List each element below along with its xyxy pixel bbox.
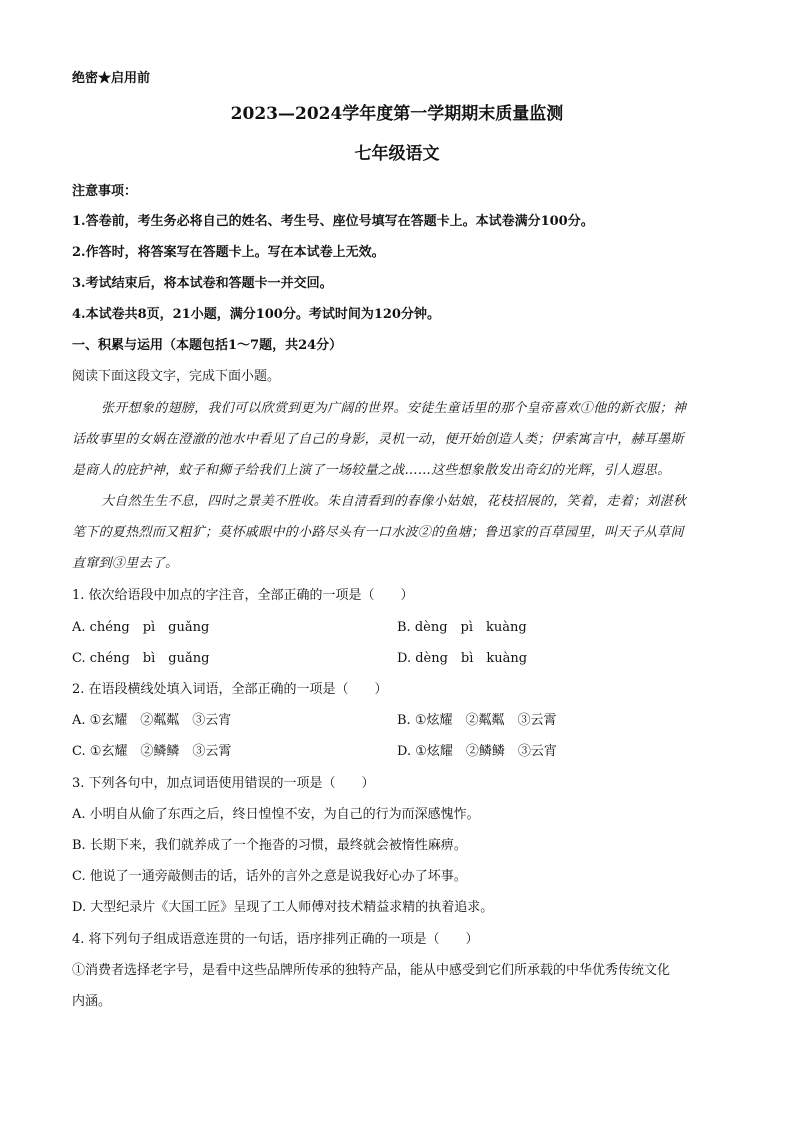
option-a: A. ①玄耀 ②粼粼 ③云宵	[72, 713, 232, 728]
exam-title: 2023—2024学年度第一学期期末质量监测	[230, 104, 564, 124]
option-b: B. dèng pì kuàng	[397, 620, 527, 635]
option-d: D. ①炫耀 ②鳞鳞 ③云宵	[397, 744, 557, 759]
notice-item: 4.本试卷共8页，21小题，满分100分。考试时间为120分钟。	[72, 307, 440, 322]
notice-item: 1.答卷前，考生务必将自己的姓名、考生号、座位号填写在答题卡上。本试卷满分100分。	[72, 214, 594, 229]
notice-heading: 注意事项：	[72, 184, 138, 199]
option-a: A. chéng pì guǎng	[72, 620, 210, 635]
passage-line: 大自然生生不息，四时之景美不胜收。朱自清看到的春像小姑娘，花枝招展的，笑着，走着；刘湛秋	[101, 494, 687, 509]
option-d: D. dèng bì kuàng	[397, 651, 528, 666]
question-stem: 2. 在语段横线处填入词语，全部正确的一项是（ ）	[72, 682, 388, 697]
notice-item: 2.作答时，将答案写在答题卡上。写在本试卷上无效。	[72, 245, 385, 260]
exam-subtitle: 七年级语文	[354, 144, 440, 164]
question-stem: 4. 将下列句子组成语意连贯的一句话，语序排列正确的一项是（ ）	[72, 932, 479, 947]
sentence-line: 内涵。	[72, 994, 112, 1009]
passage-line: 是商人的庇护神，蚊子和狮子给我们上演了一场较量之战……这些想象散发出奇幻的光辉，引人遐思。	[72, 463, 671, 478]
notice-item: 3.考试结束后，将本试卷和答题卡一并交回。	[72, 276, 333, 291]
reading-instruction: 阅读下面这段文字，完成下面小题。	[72, 369, 281, 384]
option-c: C. 他说了一通旁敲侧击的话，话外的言外之意是说我好心办了坏事。	[72, 869, 467, 884]
section-heading: 一、积累与运用（本题包括1～7题，共24分）	[72, 338, 343, 353]
passage-line: 张开想象的翅膀，我们可以欣赏到更为广阔的世界。安徒生童话里的那个皇帝喜欢①他的新衣服；神	[101, 401, 687, 416]
passage-line: 话故事里的女娲在澄澈的池水中看见了自己的身影，灵机一动，便开始创造人类；伊索寓言中，赫耳墨斯	[72, 432, 684, 447]
sentence-line: ①消费者选择老字号，是看中这些品牌所传承的独特产品，能从中感受到它们所承载的中华优秀传统文化	[72, 963, 671, 978]
option-b: B. ①炫耀 ②粼粼 ③云霄	[397, 713, 557, 728]
passage-line: 笔下的夏热烈而又粗犷；莫怀戚眼中的小路尽头有一口水波②的鱼塘；鲁迅家的百草园里，叫天子从草间	[72, 525, 684, 540]
question-stem: 3. 下列各句中，加点词语使用错误的一项是（ ）	[72, 776, 375, 791]
option-d: D. 大型纪录片《大国工匠》呈现了工人师傅对技术精益求精的执着追求。	[72, 900, 494, 915]
confidential-label: 绝密★启用前	[72, 71, 151, 86]
passage-line: 直窜到③里去了。	[72, 556, 179, 571]
option-b: B. 长期下来，我们就养成了一个拖沓的习惯，最终就会被惰性麻痹。	[72, 838, 467, 853]
option-c: C. ①玄耀 ②鳞鳞 ③云霄	[72, 744, 232, 759]
option-c: C. chéng bì guǎng	[72, 651, 210, 666]
option-a: A. 小明自从偷了东西之后，终日惶惶不安，为自己的行为而深感愧怍。	[72, 807, 480, 822]
question-stem: 1. 依次给语段中加点的字注音，全部正确的一项是（ ）	[72, 588, 414, 603]
